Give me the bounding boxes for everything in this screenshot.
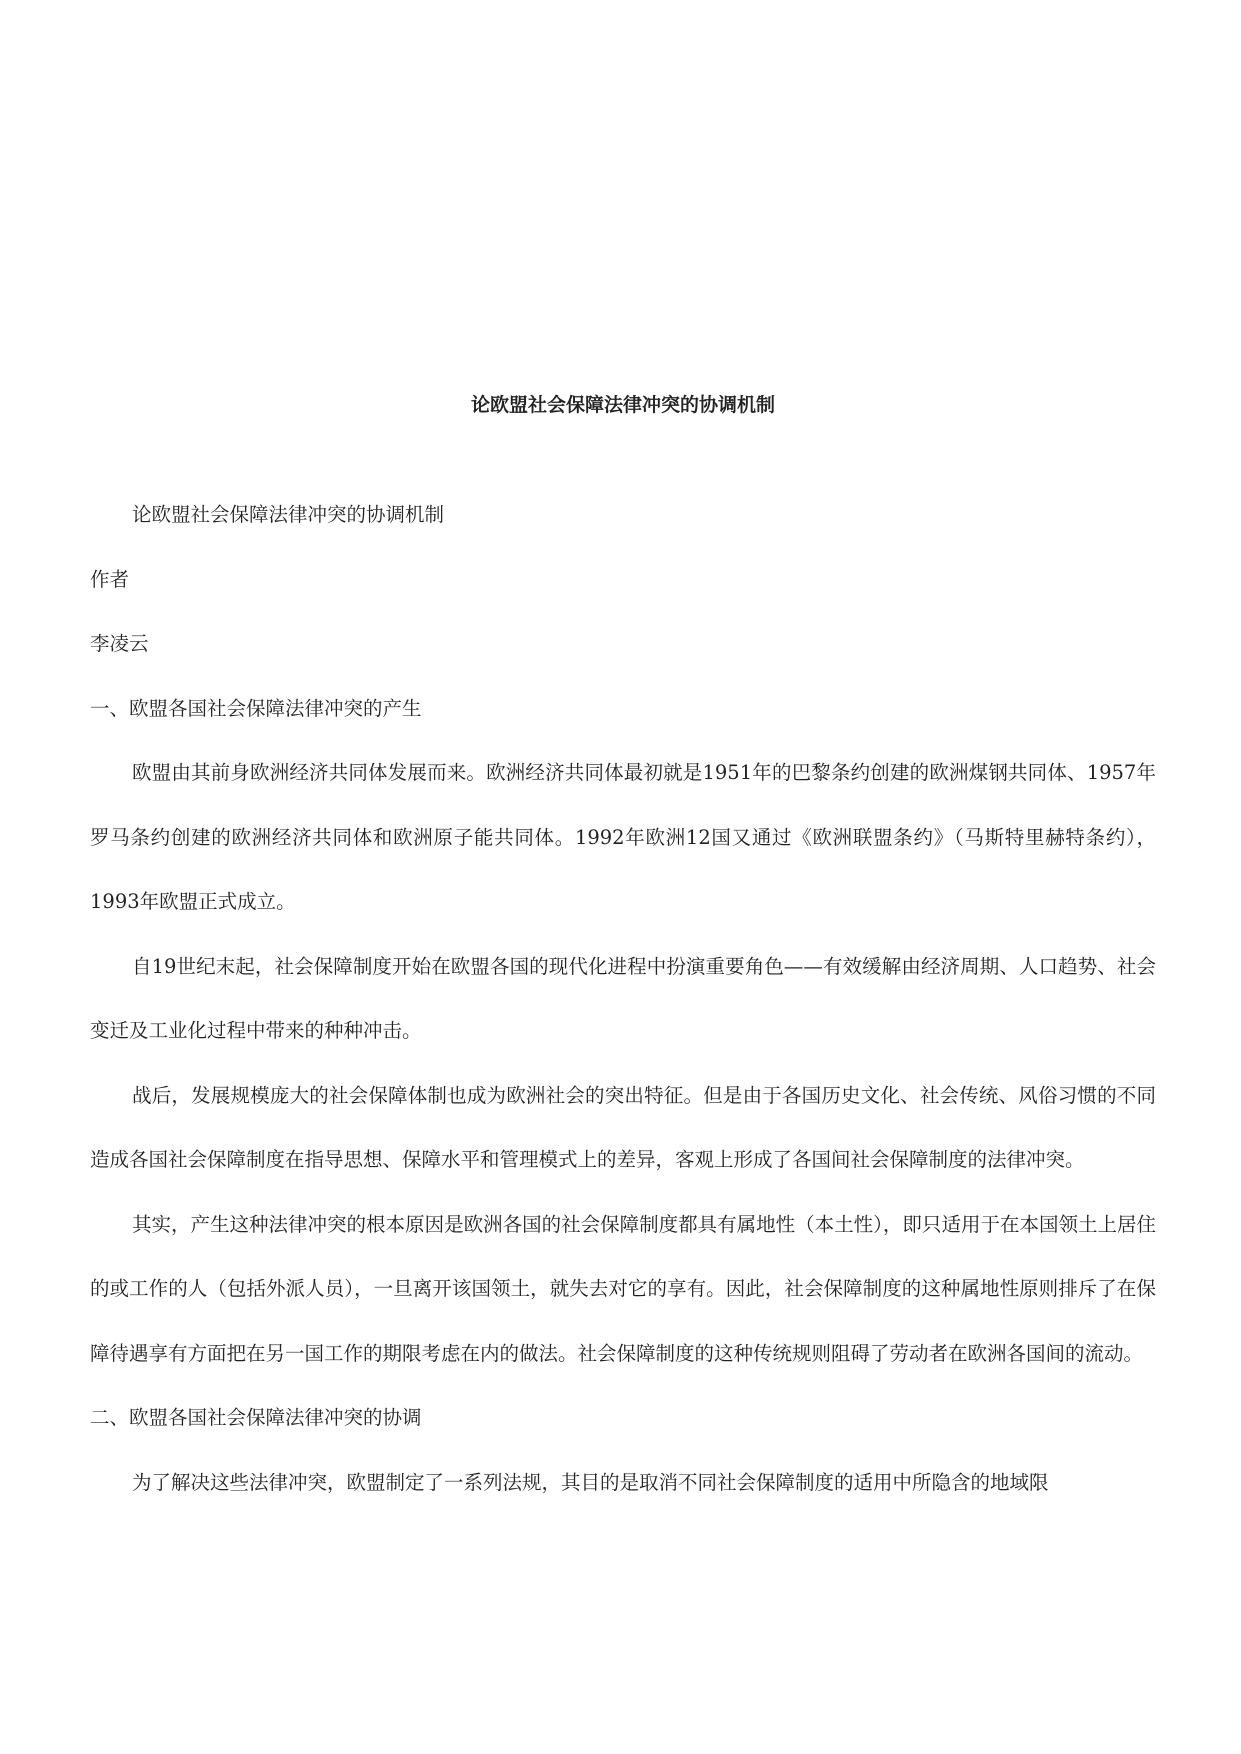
paragraph-2: 自19世纪末起，社会保障制度开始在欧盟各国的现代化进程中扮演重要角色——有效缓解由经济周期、人口趋势、社会变迁及工业化过程中带来的种种冲击。 <box>90 954 1156 1042</box>
paragraph-1: 欧盟由其前身欧洲经济共同体发展而来。欧洲经济共同体最初就是1951年的巴黎条约创建的欧洲煤钢共同体、1957年罗马条约创建的欧洲经济共同体和欧洲原子能共同体。1992年欧洲12国又通过《欧洲联盟条约》（马斯特里赫特条约），1993年欧盟正式成立。 <box>90 761 1156 913</box>
author-name: 李凌云 <box>90 632 149 655</box>
section-heading-2: 二、欧盟各国社会保障法律冲突的协调 <box>90 1406 422 1429</box>
document-subtitle: 论欧盟社会保障法律冲突的协调机制 <box>132 503 445 526</box>
document-title: 论欧盟社会保障法律冲突的协调机制 <box>470 394 775 416</box>
paragraph-3: 战后，发展规模庞大的社会保障体制也成为欧洲社会的突出特征。但是由于各国历史文化、社会传统、风俗习惯的不同造成各国社会保障制度在指导思想、保障水平和管理模式上的差异，客观上形成了各国间社会保障制度的法律冲突。 <box>90 1083 1156 1171</box>
author-label: 作者 <box>90 567 130 591</box>
paragraph-5: 为了解决这些法律冲突，欧盟制定了一系列法规，其目的是取消不同社会保障制度的适用中所隐含的地域限 <box>132 1470 1049 1494</box>
section-heading-1: 一、欧盟各国社会保障法律冲突的产生 <box>90 696 422 720</box>
document-page <box>90 385 1156 1515</box>
paragraph-4: 其实，产生这种法律冲突的根本原因是欧洲各国的社会保障制度都具有属地性（本土性），即只适用于在本国领土上居住的或工作的人（包括外派人员），一旦离开该国领土，就失去对它的享有。因此，社会保障制度的这种属地性原则排斥了在保障待遇享有方面把在另一国工作的期限考虑在内的做法。社会保障制度的这种传统规则阻碍了劳动者在欧洲各国间的流动。 <box>90 1212 1156 1365</box>
